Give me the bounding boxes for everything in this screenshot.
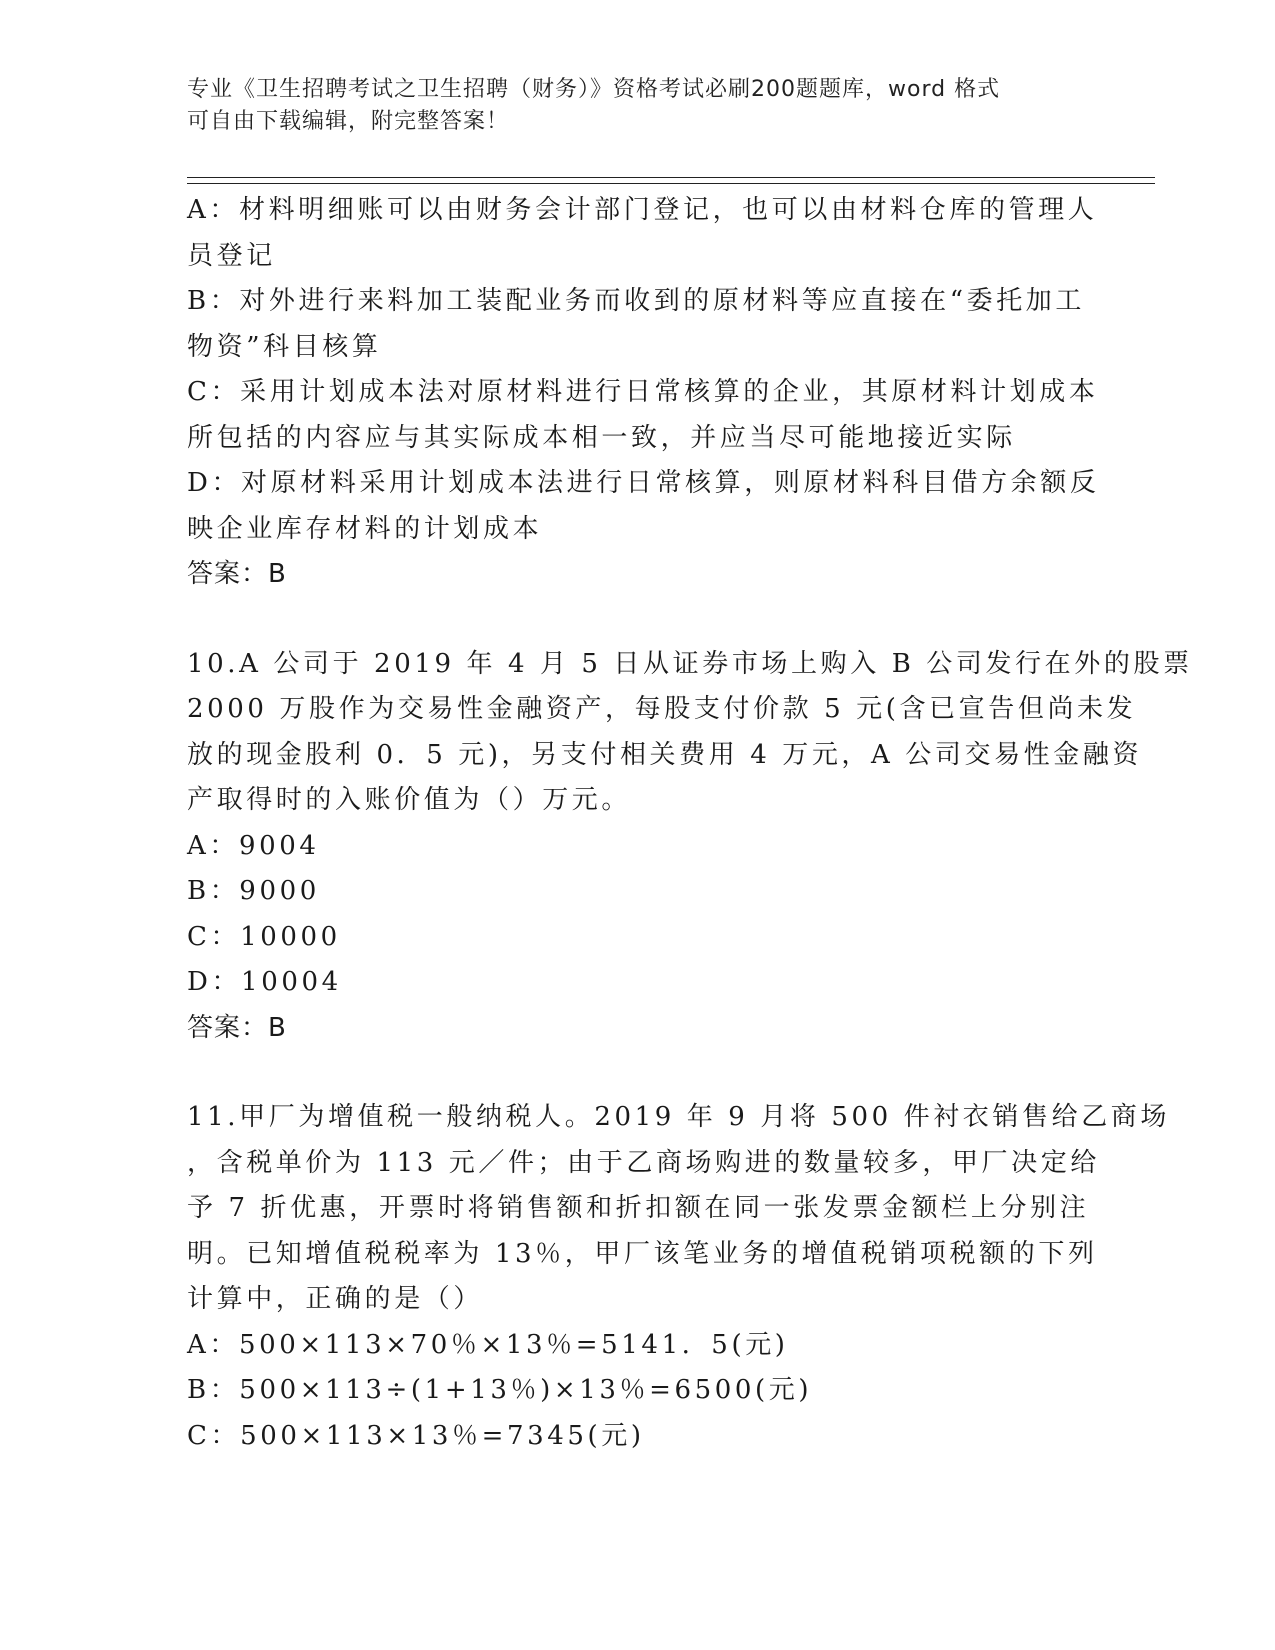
text-line: 映企业库存材料的计划成本 [187,513,543,544]
header-rule-bottom [187,183,1155,184]
document-body [187,188,1193,1459]
text-line: 10.A 公司于 2019 年 4 月 5 日从证券市场上购入 B 公司发行在外的股票 [187,648,1193,679]
option-c: C：10000 [187,921,341,952]
question-9-answer: 答案：B [187,559,287,589]
page-header [187,74,1067,138]
option-d: D：10004 [187,967,342,997]
header-line-1: 专业《卫生招聘考试之卫生招聘（财务）》资格考试必刷200题题库，word 格式 [187,77,1001,102]
text-line: 员登记 [187,240,276,271]
text-line: 产取得时的入账价值为（）万元。 [187,785,632,815]
text-line: 予 7 折优惠，开票时将销售额和折扣额在同一张发票金额栏上分别注 [187,1193,1090,1223]
text-line: 物资”科目核算 [187,331,382,362]
text-line: 2000 万股作为交易性金融资产，每股支付价款 5 元(含已宣告但尚未发 [187,694,1137,724]
text-line: 11.甲厂为增值税一般纳税人。2019 年 9 月将 500 件衬衣销售给乙商场 [187,1102,1171,1132]
option-b: B：500×113÷(1+13％)×13％=6500(元) [187,1375,813,1405]
question-11 [187,1095,1171,1459]
question-10-answer: 答案：B [187,1012,287,1043]
question-10 [187,642,1193,1052]
text-line: 计算中，正确的是（） [187,1284,484,1314]
option-a: A：9004 [187,830,320,861]
question-9-options [187,188,1100,598]
option-a: A：500×113×70％×13％=5141．5(元) [187,1329,789,1360]
option-c: C：500×113×13％=7345(元) [187,1420,645,1451]
header-line-2: 可自由下载编辑，附完整答案！ [187,109,510,134]
text-line: ，含税单价为 113 元／件；由于乙商场购进的数量较多，甲厂决定给 [187,1147,1100,1178]
text-line: D：对原材料采用计划成本法进行日常核算，则原材料科目借方余额反 [187,468,1100,498]
text-line: 放的现金股利 0．5 元)，另支付相关费用 4 万元，A 公司交易性金融资 [187,739,1143,770]
header-rule-top [187,177,1155,178]
text-line: B：对外进行来料加工装配业务而收到的原材料等应直接在“委托加工 [187,286,1085,316]
text-line: 明。已知增值税税率为 13％，甲厂该笔业务的增值税销项税额的下列 [187,1238,1098,1269]
spacer [187,598,1087,642]
text-line: 所包括的内容应与其实际成本相一致，并应当尽可能地接近实际 [187,422,1016,453]
text-line: A：材料明细账可以由财务会计部门登记，也可以由材料仓库的管理人 [187,195,1098,225]
option-b: B：9000 [187,876,320,906]
spacer [187,1051,1087,1095]
text-line: C：采用计划成本法对原材料进行日常核算的企业，其原材料计划成本 [187,377,1099,407]
